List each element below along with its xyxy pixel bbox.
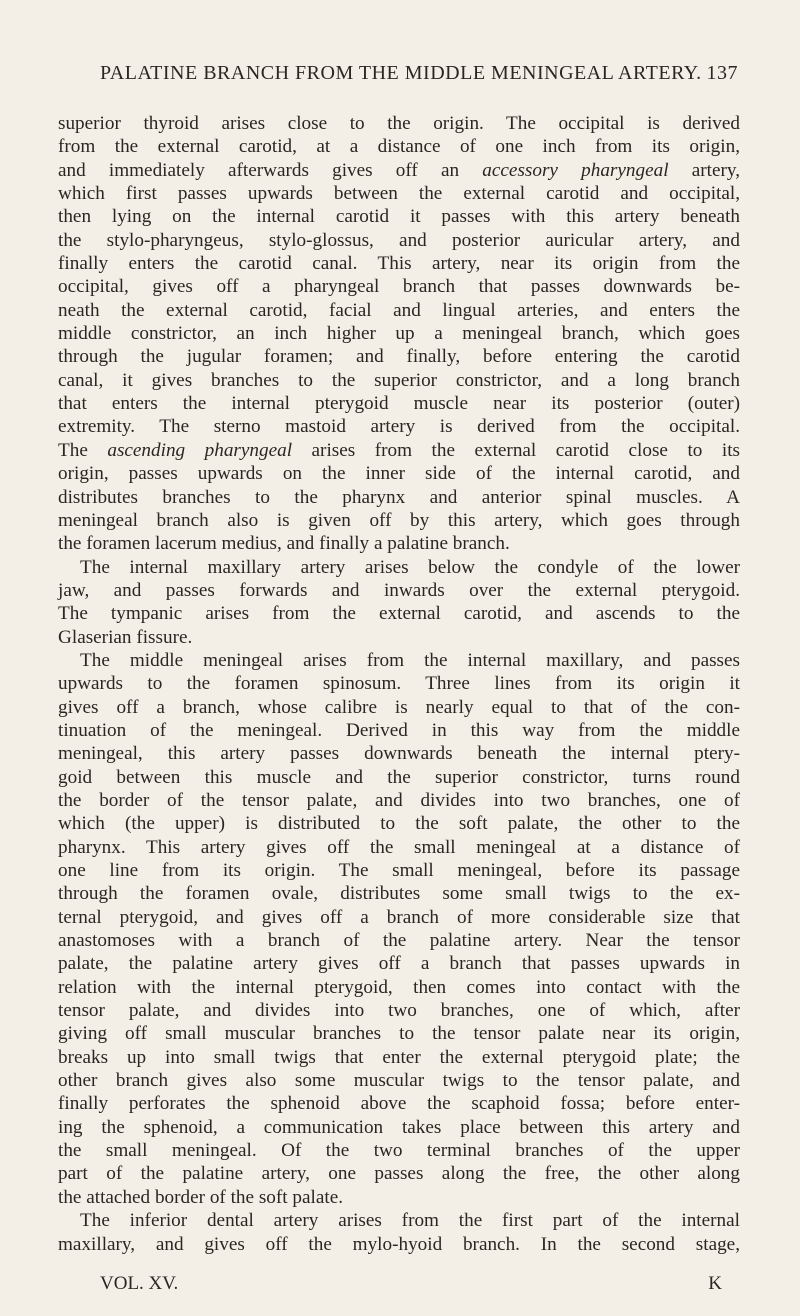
text-segment: ternal pterygoid, and gives off a branch of more considerable size that — [58, 906, 740, 928]
text-segment: the border of the tensor palate, and divides into two branches, one of — [58, 789, 740, 811]
text-segment: the foramen lacerum medius, and finally a palatine branch. — [58, 533, 510, 555]
text-line — [58, 486, 740, 509]
text-segment: superior thyroid arises close to the origin. The occipital is derived — [58, 113, 740, 134]
text-segment: part of the palatine artery, one passes along the free, the other along — [58, 1163, 740, 1185]
text-line — [58, 1046, 740, 1069]
text-segment: occipital, gives off a pharyngeal branch that passes downwards be- — [58, 276, 740, 298]
text-segment: palate, the palatine artery gives off a branch that passes upwards in — [58, 953, 740, 975]
text-segment: jaw, and passes forwards and inwards over the external pterygoid. — [58, 579, 740, 601]
text-line — [58, 532, 740, 555]
text-line — [58, 1233, 740, 1256]
text-segment: anastomoses with a branch of the palatine artery. Near the tensor — [58, 930, 740, 952]
text-segment: gives off a branch, whose calibre is nearly equal to that of the con- — [58, 696, 740, 718]
text-segment: and immediately afterwards gives off an — [58, 159, 483, 181]
italic-term: accessory pharyngeal — [482, 159, 669, 181]
text-segment: relation with the internal pterygoid, then comes into contact with the — [58, 976, 740, 998]
text-line — [58, 719, 740, 742]
text-line — [58, 999, 740, 1022]
text-line — [58, 906, 740, 929]
text-segment: distributes branches to the pharynx and anterior spinal muscles. A — [58, 486, 740, 508]
text-line — [58, 579, 740, 602]
text-segment: The inferior dental artery arises from the first part of the internal — [80, 1210, 740, 1232]
text-segment: extremity. The sterno mastoid artery is derived from the occipital. — [58, 416, 740, 438]
text-segment: upwards to the foramen spinosum. Three lines from its origin it — [58, 673, 740, 695]
text-line — [58, 882, 740, 905]
text-segment: from the external carotid, at a distance of one inch from its origin, — [58, 136, 740, 158]
running-header — [100, 62, 738, 90]
text-line — [58, 952, 740, 975]
text-line — [58, 275, 740, 298]
page-number: 137 — [706, 62, 738, 84]
text-segment: Glaserian fissure. — [58, 626, 193, 648]
text-line — [58, 1209, 740, 1232]
text-segment: maxillary, and gives off the mylo-hyoid branch. In the second stage, — [58, 1233, 740, 1255]
text-line — [58, 859, 740, 882]
text-line — [58, 929, 740, 952]
text-segment: The internal maxillary artery arises below the condyle of the lower — [80, 556, 740, 578]
text-segment: origin, passes upwards on the inner side of the internal carotid, and — [58, 463, 740, 485]
text-segment: other branch gives also some muscular twigs to the tensor palate, and — [58, 1070, 740, 1092]
text-line — [58, 1139, 740, 1162]
text-line — [58, 602, 740, 625]
text-segment: through the jugular foramen; and finally, before entering the carotid — [58, 346, 740, 368]
text-line — [58, 672, 740, 695]
text-segment: giving off small muscular branches to the tensor palate near its origin, — [58, 1023, 740, 1045]
text-segment: that enters the internal pterygoid muscle near its posterior (outer) — [58, 393, 740, 415]
text-line — [58, 626, 740, 649]
text-line — [58, 836, 740, 859]
text-segment: The tympanic arises from the external carotid, and ascends to the — [58, 603, 740, 625]
volume-label: VOL. XV. — [100, 1273, 179, 1294]
text-line — [58, 696, 740, 719]
text-segment: breaks up into small twigs that enter the external pterygoid plate; the — [58, 1046, 740, 1068]
text-line — [58, 1022, 740, 1045]
text-segment: tensor palate, and divides into two branches, one of which, after — [58, 1000, 740, 1022]
italic-term: ascending pharyngeal — [107, 439, 293, 461]
text-line — [58, 439, 740, 462]
text-segment: through the foramen ovale, distributes some small twigs to the ex- — [58, 883, 740, 905]
text-line — [58, 392, 740, 415]
text-line — [58, 252, 740, 275]
text-line — [58, 112, 740, 135]
text-segment: the small meningeal. Of the two terminal branches of the upper — [58, 1140, 740, 1162]
text-segment: canal, it gives branches to the superior constrictor, and a long branch — [58, 369, 740, 391]
signature-mark: K — [708, 1273, 722, 1294]
text-line — [58, 159, 740, 182]
text-segment: neath the external carotid, facial and lingual arteries, and enters the — [58, 299, 740, 321]
text-segment: tinuation of the meningeal. Derived in this way from the middle — [58, 719, 740, 741]
text-segment: finally perforates the sphenoid above the scaphoid fossa; before enter- — [58, 1093, 740, 1115]
text-segment: meningeal branch also is given off by this artery, which goes through — [58, 509, 740, 531]
text-line — [58, 415, 740, 438]
text-segment: arises from the external carotid close to its — [292, 439, 740, 461]
text-line — [58, 1092, 740, 1115]
text-segment: middle constrictor, an inch higher up a meningeal branch, which goes — [58, 323, 740, 345]
body-text — [58, 112, 740, 1256]
text-segment: goid between this muscle and the superior constrictor, turns round — [58, 766, 740, 788]
text-line — [58, 509, 740, 532]
text-segment: pharynx. This artery gives off the small meningeal at a distance of — [58, 836, 740, 858]
text-segment: then lying on the internal carotid it passes with this artery beneath — [58, 206, 740, 228]
text-line — [58, 205, 740, 228]
text-line — [58, 462, 740, 485]
text-segment: The — [58, 439, 108, 461]
text-line — [58, 369, 740, 392]
text-segment: which first passes upwards between the external carotid and occipital, — [58, 183, 740, 205]
text-line — [58, 556, 740, 579]
text-line — [58, 322, 740, 345]
text-line — [58, 1186, 740, 1209]
text-line — [58, 742, 740, 765]
text-segment: artery, — [668, 159, 740, 181]
text-line — [58, 299, 740, 322]
text-line — [58, 229, 740, 252]
text-line — [58, 789, 740, 812]
running-title: PALATINE BRANCH FROM THE MIDDLE MENINGEAL ARTERY. — [100, 62, 702, 84]
text-line — [58, 766, 740, 789]
text-line — [58, 1069, 740, 1092]
text-segment: which (the upper) is distributed to the soft palate, the other to the — [58, 813, 740, 835]
text-line — [58, 135, 740, 158]
page-footer — [100, 1273, 722, 1297]
text-line — [58, 1116, 740, 1139]
text-line — [58, 812, 740, 835]
text-line — [58, 976, 740, 999]
text-segment: ing the sphenoid, a communication takes place between this artery and — [58, 1116, 740, 1138]
text-segment: one line from its origin. The small meningeal, before its passage — [58, 860, 740, 881]
text-line — [58, 345, 740, 368]
text-segment: The middle meningeal arises from the internal maxillary, and passes — [80, 649, 740, 671]
text-line — [58, 649, 740, 672]
text-segment: finally enters the carotid canal. This artery, near its origin from the — [58, 253, 740, 275]
text-line — [58, 1162, 740, 1185]
text-segment: meningeal, this artery passes downwards beneath the internal ptery- — [58, 743, 740, 765]
text-segment: the attached border of the soft palate. — [58, 1186, 344, 1208]
text-segment: the stylo-pharyngeus, stylo-glossus, and posterior auricular artery, and — [58, 229, 740, 251]
text-line — [58, 182, 740, 205]
